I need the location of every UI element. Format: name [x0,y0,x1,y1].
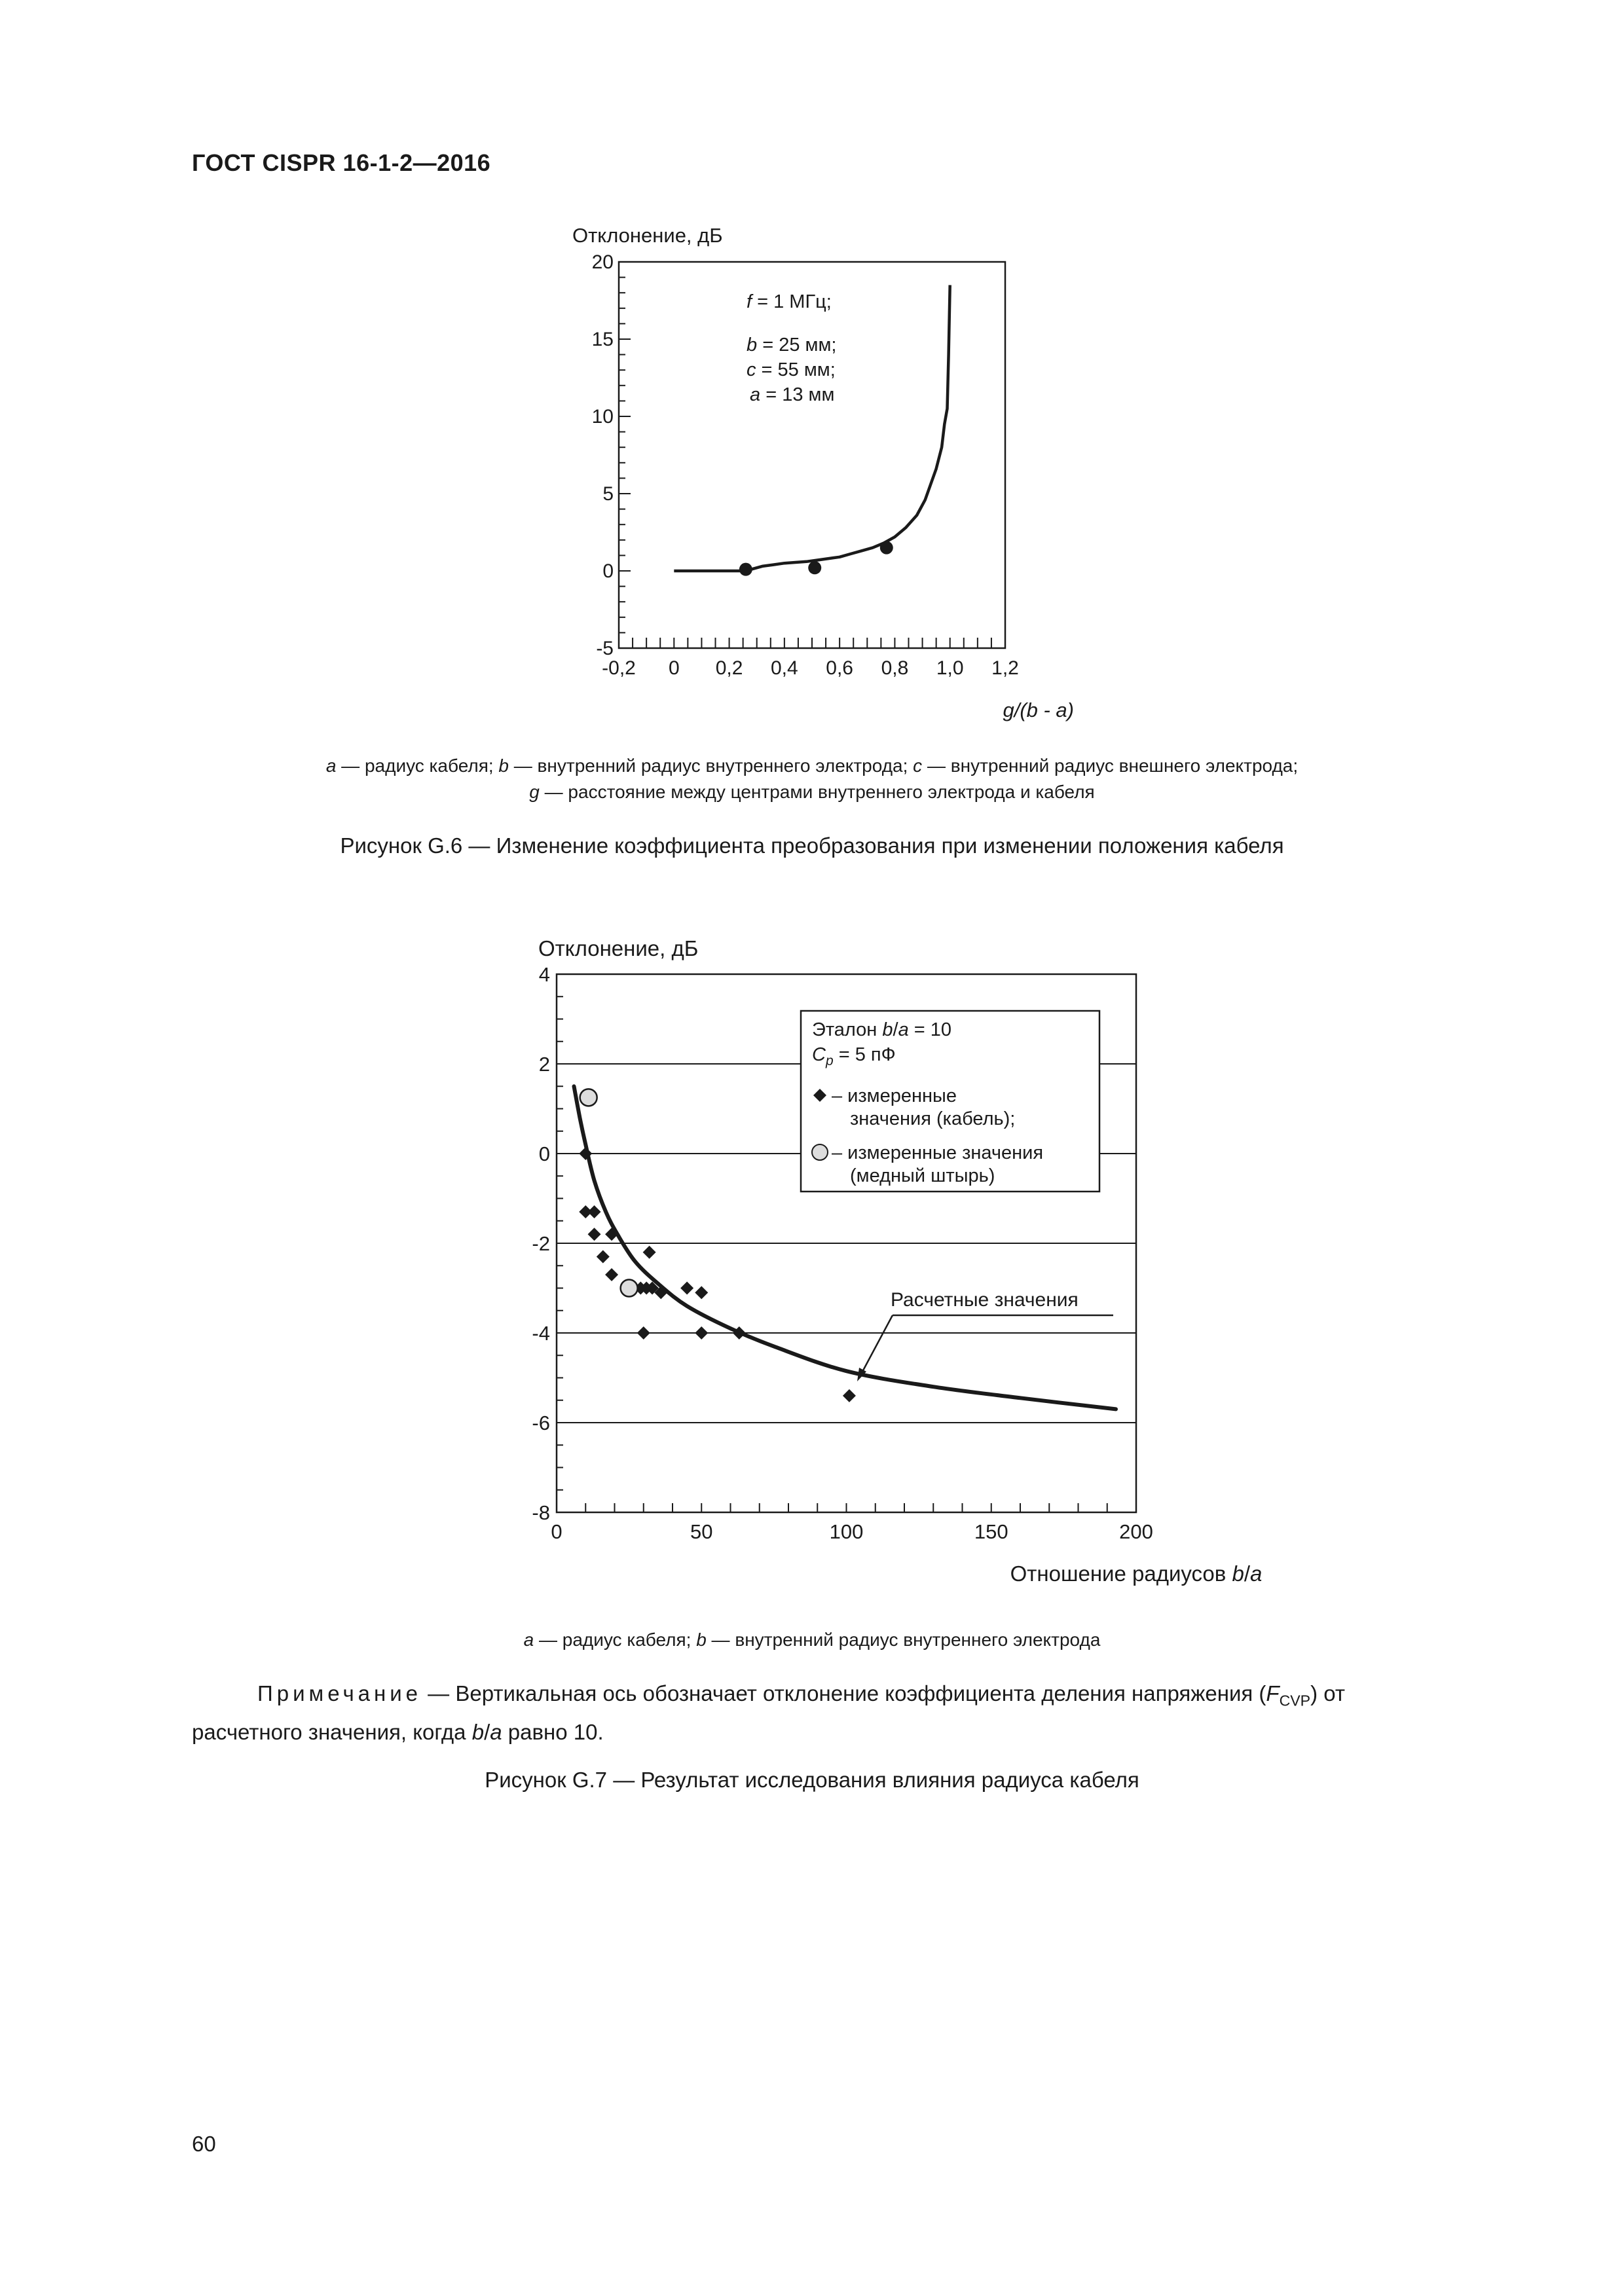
legend-entry-cable-line2: значения (кабель); [850,1108,1016,1129]
chart1-measured-point [739,563,752,576]
chart1-annotations [747,291,836,405]
chart2-x-tick-label: 200 [1119,1520,1153,1543]
figure-g7-chart [524,936,1263,1597]
chart2-x-tick-label: 100 [829,1520,864,1543]
chart2-x-tick-label: 150 [974,1520,1008,1543]
chart2-ylabel: Отклонение, дБ [538,936,699,960]
chart2-y-tick-label: 0 [538,1142,550,1165]
figure-g6-legend-text: a — радиус кабеля; b — внутренний радиус внутреннего электрода; c — внутренний радиус внешнего электрода; g — расстояние между центрами внутреннего электрода и кабеля [325,756,1299,802]
legend-entry-cable: – измеренные [832,1085,957,1106]
annotation-frequency: f = 1 МГц; [747,291,832,312]
cable-measured-point [588,1228,601,1241]
note-label: Примечание [257,1681,422,1705]
chart1-x-tick-label: 1,0 [936,657,964,679]
chart1-xlabel: g/(b - a) [1003,699,1074,721]
chart2-y-tick-label: -4 [532,1322,550,1345]
figure-g7-note: Примечание — Вертикальная ось обозначает отклонение коэффициента деления напряжения $(F_{CVP})$ от расчетного значения, когда b/a равно 10. [192,1681,1345,1744]
cable-measured-point [843,1389,856,1402]
chart2-x-tick-label: 0 [551,1520,563,1543]
copper-pin-measured-point [621,1280,638,1297]
calculated-values-label: Расчетные значения [891,1289,1079,1311]
chart1-x-tick-label: -0,2 [602,657,636,679]
chart2-y-tick-label: 4 [538,963,550,986]
chart1-ticks [619,262,1005,648]
chart1-y-tick-label: 20 [591,251,614,273]
chart1-y-tick-label: 10 [591,406,614,428]
chart1-ylabel: Отклонение, дБ [572,224,723,247]
legend-open-circle-icon [812,1144,828,1160]
annotation-a: a = 13 мм [750,384,835,405]
chart1-x-tick-label: 0,2 [715,657,743,679]
figure-g6-caption: Рисунок G.6 — Изменение коэффициента преобразования при изменении положения кабеля [340,833,1284,858]
chart1-y-tick-label: 0 [602,560,614,582]
chart2-y-tick-label: -2 [532,1232,550,1255]
chart1-y-tick-label: 5 [602,483,614,505]
chart2-y-tick-label: 2 [538,1053,550,1076]
chart1-deviation-curve [674,285,950,571]
chart1-x-tick-label: 0,4 [770,657,798,679]
legend-entry-copper-line2: (медный штырь) [850,1165,995,1186]
document-header: ГОСТ CISPR 16-1-2—2016 [192,149,491,176]
copper-pin-measured-point [580,1089,597,1106]
chart1-measured-points [739,541,893,576]
cable-measured-point [588,1205,601,1218]
cable-measured-point [695,1286,708,1299]
chart1-x-tick-label: 1,2 [991,657,1019,679]
cable-measured-point [695,1326,708,1339]
chart1-y-tick-label: 15 [591,329,614,350]
chart1-plot-frame [619,262,1005,648]
chart1-x-tick-label: 0 [668,657,680,679]
cable-measured-point [643,1246,656,1259]
chart1-x-tick-label: 0,6 [826,657,854,679]
chart1-x-tick-label: 0,8 [881,657,909,679]
cable-measured-point [680,1282,693,1295]
page-number: 60 [192,2132,216,2156]
chart2-xlabel: Отношение радиусов b/a [1010,1561,1263,1586]
figure-g6-chart [563,223,1139,733]
legend-title-capacitance: $C_p = 5$ пФ [812,1044,896,1068]
chart2-y-tick-label: -6 [532,1412,550,1434]
cable-measured-point [597,1250,610,1264]
figure-g7-legend-text: a — радиус кабеля; b — внутренний радиус внутреннего электрода [523,1630,1101,1650]
chart1-tick-labels [592,251,1019,679]
chart2-y-tick-label: -8 [532,1501,550,1524]
annotation-c: c = 55 мм; [747,359,836,380]
chart1-measured-point [808,561,821,574]
chart2-x-tick-label: 50 [690,1520,713,1543]
copper-pin-measured-points [580,1089,638,1296]
cable-measured-point [605,1268,618,1281]
chart1-y-tick-label: -5 [596,638,614,659]
annotation-b: b = 25 мм; [747,335,837,355]
cable-measured-point [637,1326,650,1339]
chart2-legend [801,1011,1099,1192]
calculated-values-arrow [862,1315,893,1373]
legend-entry-copper: – измеренные значения [832,1142,1044,1163]
legend-title-reference: Эталон b/a = 10 [812,1019,952,1040]
figure-g7-caption: Рисунок G.7 — Результат исследования влияния радиуса кабеля [485,1768,1139,1792]
chart1-measured-point [880,541,893,555]
